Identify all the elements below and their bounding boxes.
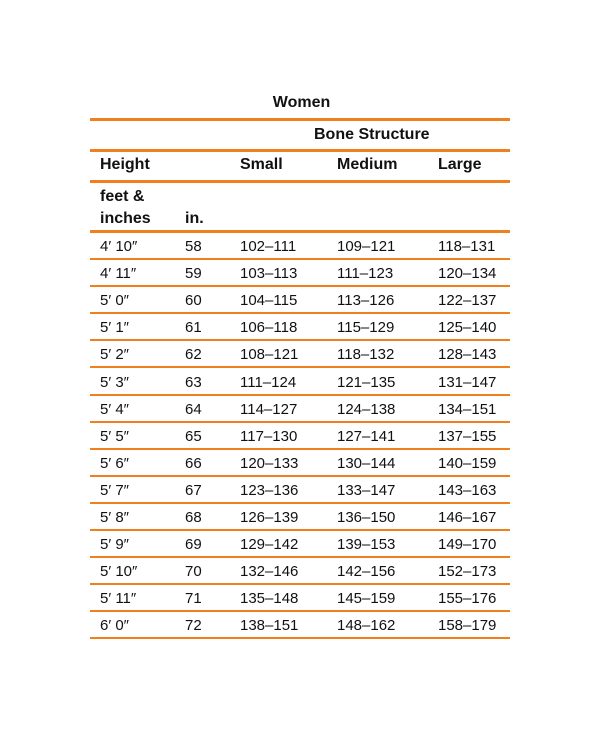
large-frame-cell: 158–179 [438,617,497,635]
large-frame-cell: 122–137 [438,292,497,310]
small-frame-cell: 117–130 [240,427,298,445]
large-frame-cell: 137–155 [438,427,497,445]
table-row [90,531,510,558]
table-row [90,585,510,612]
table-row [90,396,510,423]
small-frame-cell: 111–124 [240,373,297,391]
height-inches-cell: 69 [185,536,202,554]
small-frame-cell: 106–118 [240,319,298,337]
medium-frame-cell: 121–135 [337,373,396,391]
large-frame-cell: 143–163 [438,481,497,499]
small-frame-cell: 138–151 [240,617,299,635]
table-row [90,612,510,639]
feet-inches-line2: inches [100,210,151,227]
height-inches-cell: 68 [185,509,202,526]
height-feet-inches-cell: 6′ 0″ [100,617,129,635]
height-inches-cell: 66 [185,454,202,472]
small-frame-cell: 102–111 [240,238,297,255]
inches-subheader: in. [185,210,204,227]
height-inches-cell: 59 [185,265,202,283]
height-feet-inches-cell: 5′ 5″ [100,427,129,445]
top-rule [90,118,510,121]
height-feet-inches-cell: 5′ 10″ [100,563,138,581]
large-column-header: Large [438,156,482,173]
height-feet-inches-cell: 5′ 0″ [100,292,129,310]
height-feet-inches-cell: 5′ 6″ [100,454,129,472]
height-inches-cell: 71 [185,590,202,608]
table-row [90,287,510,314]
medium-frame-cell: 124–138 [337,400,396,418]
small-column-header: Small [240,156,283,173]
height-inches-cell: 72 [185,617,202,635]
medium-frame-cell: 109–121 [337,238,396,255]
medium-frame-cell: 145–159 [337,590,396,608]
height-feet-inches-cell: 5′ 7″ [100,481,129,499]
height-feet-inches-cell: 4′ 10″ [100,238,138,255]
height-inches-cell: 58 [185,238,202,255]
medium-frame-cell: 130–144 [337,454,396,472]
table-row [90,314,510,341]
large-frame-cell: 134–151 [438,400,497,418]
medium-column-header: Medium [337,156,398,173]
table-row [90,477,510,504]
medium-frame-cell: 115–129 [337,319,395,337]
bone-structure-header: Bone Structure [314,126,430,143]
table-row [90,341,510,368]
medium-frame-cell: 142–156 [337,563,396,581]
column-header-rule [90,180,510,183]
large-frame-cell: 140–159 [438,454,497,472]
large-frame-cell: 155–176 [438,590,497,608]
large-frame-cell: 128–143 [438,346,497,364]
medium-frame-cell: 118–132 [337,346,395,364]
medium-frame-cell: 136–150 [337,509,396,526]
table-title: Women [272,94,331,111]
small-frame-cell: 120–133 [240,454,299,472]
small-frame-cell: 114–127 [240,400,298,418]
small-frame-cell: 123–136 [240,481,299,499]
height-inches-cell: 60 [185,292,202,310]
table-row [90,260,510,287]
height-column-header: Height [100,156,150,173]
height-feet-inches-cell: 4′ 11″ [100,265,137,283]
height-inches-cell: 62 [185,346,202,364]
large-frame-cell: 118–131 [438,238,496,255]
height-feet-inches-cell: 5′ 11″ [100,590,137,608]
large-frame-cell: 149–170 [438,536,497,554]
height-inches-cell: 63 [185,373,202,391]
medium-frame-cell: 113–126 [337,292,395,310]
small-frame-cell: 135–148 [240,590,299,608]
feet-inches-line1: feet & [100,188,145,205]
feet-inches-subheader [100,186,151,230]
medium-frame-cell: 139–153 [337,536,396,554]
bone-structure-rule [90,149,510,152]
small-frame-cell: 132–146 [240,563,299,581]
small-frame-cell: 104–115 [240,292,298,310]
medium-frame-cell: 148–162 [337,617,396,635]
height-inches-cell: 67 [185,481,202,499]
table-row [90,504,510,531]
height-feet-inches-cell: 5′ 8″ [100,509,129,526]
height-feet-inches-cell: 5′ 2″ [100,346,129,364]
height-feet-inches-cell: 5′ 3″ [100,373,129,391]
small-frame-cell: 108–121 [240,346,299,364]
large-frame-cell: 152–173 [438,563,497,581]
height-feet-inches-cell: 5′ 1″ [100,319,129,337]
large-frame-cell: 131–147 [438,373,497,391]
table-row [90,233,510,260]
table-row [90,369,510,396]
height-feet-inches-cell: 5′ 9″ [100,536,129,554]
height-inches-cell: 64 [185,400,202,418]
small-frame-cell: 129–142 [240,536,299,554]
medium-frame-cell: 127–141 [337,427,396,445]
table-row [90,558,510,585]
medium-frame-cell: 133–147 [337,481,396,499]
small-frame-cell: 103–113 [240,265,298,283]
small-frame-cell: 126–139 [240,509,299,526]
large-frame-cell: 125–140 [438,319,497,337]
medium-frame-cell: 111–123 [337,265,394,283]
height-inches-cell: 61 [185,319,202,337]
height-feet-inches-cell: 5′ 4″ [100,400,129,418]
height-inches-cell: 70 [185,563,202,581]
large-frame-cell: 146–167 [438,509,497,526]
height-inches-cell: 65 [185,427,202,445]
table-row [90,423,510,450]
large-frame-cell: 120–134 [438,265,497,283]
table-row [90,450,510,477]
